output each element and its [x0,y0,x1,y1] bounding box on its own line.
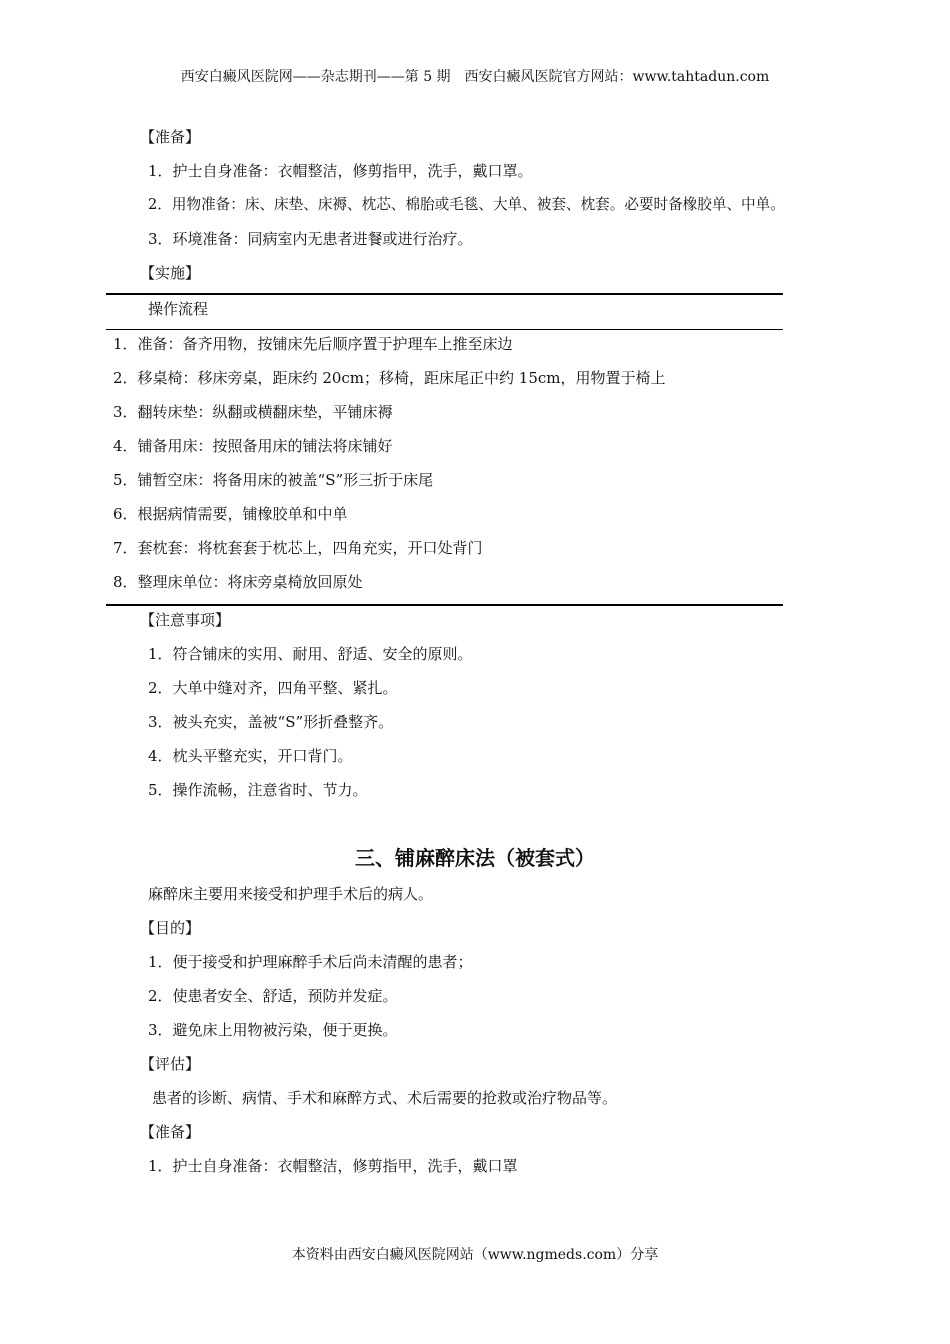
prep-item: 3．环境准备：同病室内无患者进餐或进行治疗。 [148,230,473,248]
table-row: 1．准备：备齐用物，按铺床先后顺序置于护理车上推至床边 [113,335,513,353]
table-bottom-rule [106,604,783,606]
section-title: 三、铺麻醉床法（被套式） [355,846,595,870]
table-row: 5．铺暂空床：将备用床的被盖“S”形三折于床尾 [113,471,434,489]
notes-item: 3．被头充实，盖被“S”形折叠整齐。 [148,713,394,731]
section-intro: 麻醉床主要用来接受和护理手术后的病人。 [148,885,434,903]
notes-heading: 【注意事项】 [140,611,231,629]
prep-item: 2．用物准备：床、床垫、床褥、枕芯、棉胎或毛毯、大单、被套、枕套。必要时备橡胶单、中单。 [148,196,785,213]
table-top-rule [106,293,783,295]
table-row: 2．移桌椅：移床旁桌，距床约 20cm；移椅，距床尾正中约 15cm，用物置于椅上 [113,369,666,387]
assess-text: 患者的诊断、病情、手术和麻醉方式、术后需要的抢救或治疗物品等。 [152,1089,618,1107]
page-header: 西安白癜风医院网——杂志期刊——第 5 期 西安白癜风医院官方网站：www.tahtadun.com [180,69,770,85]
table-header-rule [106,329,783,330]
prep2-heading: 【准备】 [140,1123,201,1141]
purpose-item: 3．避免床上用物被污染，便于更换。 [148,1021,398,1039]
notes-item: 4．枕头平整充实，开口背门。 [148,747,353,765]
prep2-item: 1．护士自身准备：衣帽整洁，修剪指甲，洗手，戴口罩 [148,1157,518,1175]
table-header: 操作流程 [148,300,209,318]
table-row: 8．整理床单位：将床旁桌椅放回原处 [113,573,363,591]
notes-item: 1．符合铺床的实用、耐用、舒适、安全的原则。 [148,645,473,663]
table-row: 6．根据病情需要，铺橡胶单和中单 [113,505,348,523]
prep-heading: 【准备】 [140,128,201,146]
table-row: 7．套枕套：将枕套套于枕芯上，四角充实，开口处背门 [113,539,483,557]
purpose-item: 2．使患者安全、舒适，预防并发症。 [148,987,398,1005]
assess-heading: 【评估】 [140,1055,201,1073]
table-row: 4．铺备用床：按照备用床的铺法将床铺好 [113,437,393,455]
prep-item: 1．护士自身准备：衣帽整洁，修剪指甲，洗手，戴口罩。 [148,162,533,180]
purpose-heading: 【目的】 [140,919,201,937]
purpose-item: 1．便于接受和护理麻醉手术后尚未清醒的患者； [148,953,473,971]
notes-item: 2．大单中缝对齐，四角平整、紧扎。 [148,679,398,697]
implement-heading: 【实施】 [140,264,201,282]
notes-item: 5．操作流畅，注意省时、节力。 [148,781,368,799]
page-footer: 本资料由西安白癜风医院网站（www.ngmeds.com）分享 [291,1247,659,1263]
table-row: 3．翻转床垫：纵翻或横翻床垫，平铺床褥 [113,403,393,421]
